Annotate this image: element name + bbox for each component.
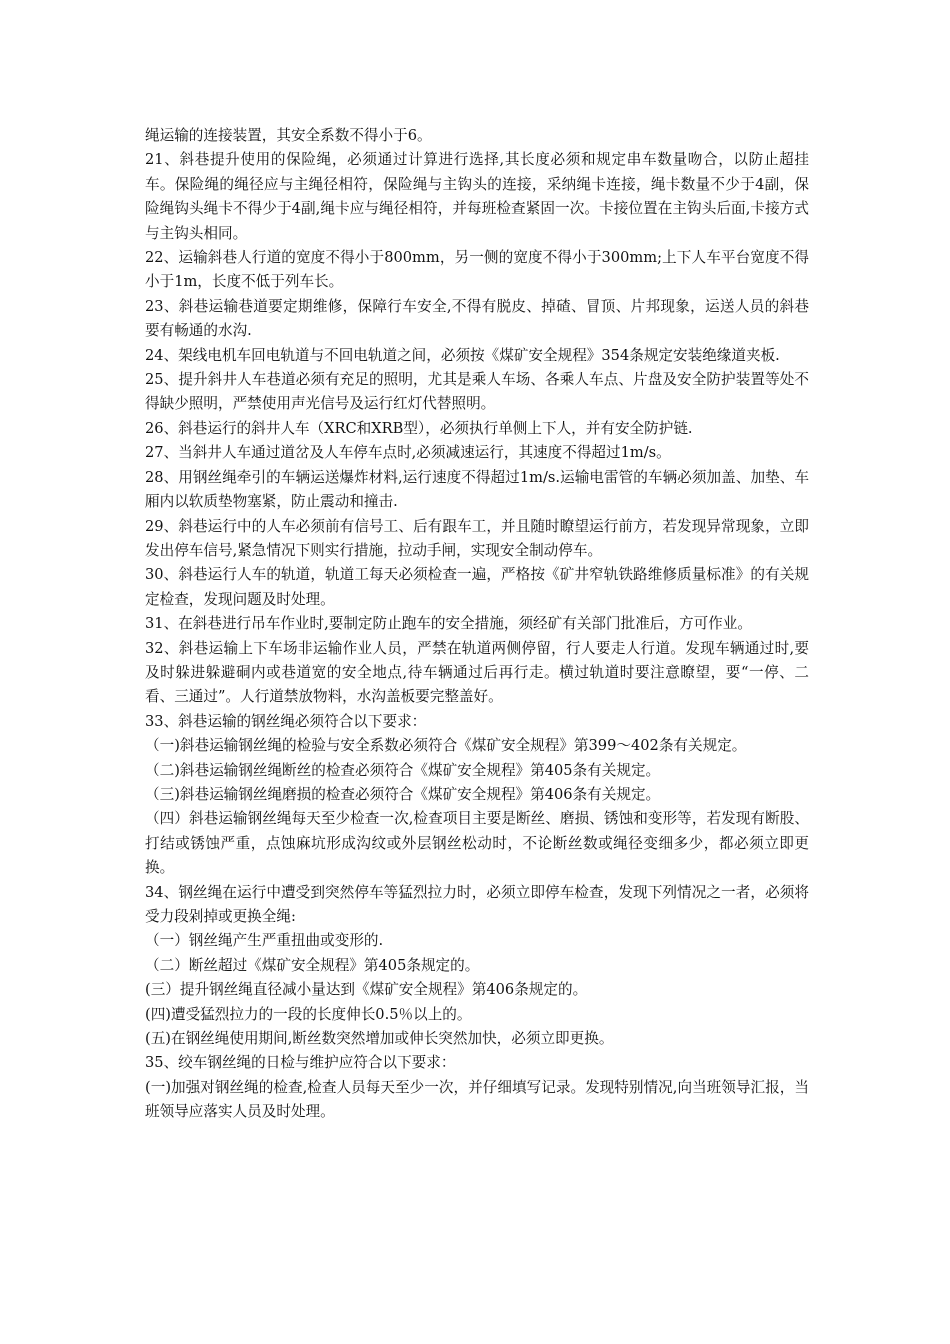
text-paragraph: (五)在钢丝绳使用期间,断丝数突然增加或伸长突然加快，必须立即更换。 [145,1030,614,1048]
text-paragraph: 28、用钢丝绳牵引的车辆运送爆炸材料,运行速度不得超过1m/s.运输电雷管的车辆必须加盖、加垫、车厢内以软质垫物塞紧，防止震动和撞击. [145,468,809,511]
text-paragraph: 31、在斜巷进行吊车作业时,要制定防止跑车的安全措施，须经矿有关部门批准后，方可作业。 [145,615,752,633]
text-paragraph: （一)斜巷运输钢丝绳的检验与安全系数必须符合《煤矿安全规程》第399～402条有关规定。 [145,737,747,755]
text-paragraph: （一）钢丝绳产生严重扭曲或变形的. [145,932,384,950]
text-paragraph: 绳运输的连接装置，其安全系数不得小于6。 [145,127,432,144]
text-paragraph: 22、运输斜巷人行道的宽度不得小于800mm，另一侧的宽度不得小于300mm;上下人车平台宽度不得小于1m，长度不低于列车长。 [145,249,809,291]
text-paragraph: 21、斜巷提升使用的保险绳，必须通过计算进行选择,其长度必须和规定串车数量吻合，以防止超挂车。保险绳的绳径应与主绳径相符，保险绳与主钩头的连接，采纳绳卡连接，绳卡数量不少于4副，保险绳钩头绳卡不得少于4副,绳卡应与绳径相符，并每班检查紧固一次。卡接位置在主钩头后面,卡接方式与主钩头相同。 [145,151,809,242]
text-paragraph: 34、钢丝绳在运行中遭受到突然停车等猛烈拉力时，必须立即停车检查，发现下列情况之一者，必须将受力段剁掉或更换全绳: [145,883,809,925]
text-paragraph: (一)加强对钢丝绳的检查,检查人员每天至少一次，并仔细填写记录。发现特别情况,向当班领导汇报，当班领导应落实人员及时处理。 [145,1078,809,1121]
text-paragraph: （二)斜巷运输钢丝绳断丝的检查必须符合《煤矿安全规程》第405条有关规定。 [145,761,661,779]
text-paragraph: 27、当斜井人车通过道岔及人车停车点时,必须减速运行，其速度不得超过1m/s。 [145,444,671,462]
text-paragraph: （四）斜巷运输钢丝绳每天至少检查一次,检查项目主要是断丝、磨损、锈蚀和变形等，若发现有断股、打结或锈蚀严重，点蚀麻坑形成沟纹或外层钢丝松动时，不论断丝数或绳径变细多少，都必须立即更换。 [145,810,809,877]
text-paragraph: 26、斜巷运行的斜井人车（XRC和XRB型），必须执行单侧上下人，并有安全防护链. [145,419,693,437]
document-body [145,124,809,1125]
text-paragraph: 30、斜巷运行人车的轨道，轨道工每天必须检查一遍，严格按《矿井窄轨铁路维修质量标准》的有关规定检查，发现问题及时处理。 [145,566,809,608]
text-paragraph: （二）断丝超过《煤矿安全规程》第405条规定的。 [145,956,480,974]
text-paragraph: （三)斜巷运输钢丝绳磨损的检查必须符合《煤矿安全规程》第406条有关规定。 [145,785,661,803]
text-paragraph: 23、斜巷运输巷道要定期维修，保障行车安全,不得有脱皮、掉碴、冒顶、片邦现象，运送人员的斜巷要有畅通的水沟. [145,297,809,340]
text-paragraph: 29、斜巷运行中的人车必须前有信号工、后有跟车工，并且随时瞭望运行前方，若发现异常现象，立即发出停车信号,紧急情况下则实行措施，拉动手闸，实现安全制动停车。 [145,517,809,559]
text-paragraph: 33、斜巷运输的钢丝绳必须符合以下要求： [145,712,427,730]
text-paragraph: (三）提升钢丝绳直径减小量达到《煤矿安全规程》第406条规定的。 [145,981,588,999]
text-paragraph: 24、架线电机车回电轨道与不回电轨道之间，必须按《煤矿安全规程》354条规定安装绝缘道夹板. [145,346,780,364]
text-paragraph: 32、斜巷运输上下车场非运输作业人员，严禁在轨道两侧停留，行人要走人行道。发现车辆通过时,要及时躲进躲避硐内或巷道宽的安全地点,待车辆通过后再行走。横过轨道时要注意瞭望，要“一停、二看、三通过”。人行道禁放物料，水沟盖板要完整盖好。 [145,639,809,706]
text-paragraph: 25、提升斜井人车巷道必须有充足的照明，尤其是乘人车场、各乘人车点、片盘及安全防护装置等处不得缺少照明，严禁使用声光信号及运行红灯代替照明。 [145,371,809,413]
text-paragraph: 35、绞车钢丝绳的日检与维护应符合以下要求： [145,1054,456,1072]
text-paragraph: (四)遭受猛烈拉力的一段的长度伸长0.5％以上的。 [145,1005,472,1023]
